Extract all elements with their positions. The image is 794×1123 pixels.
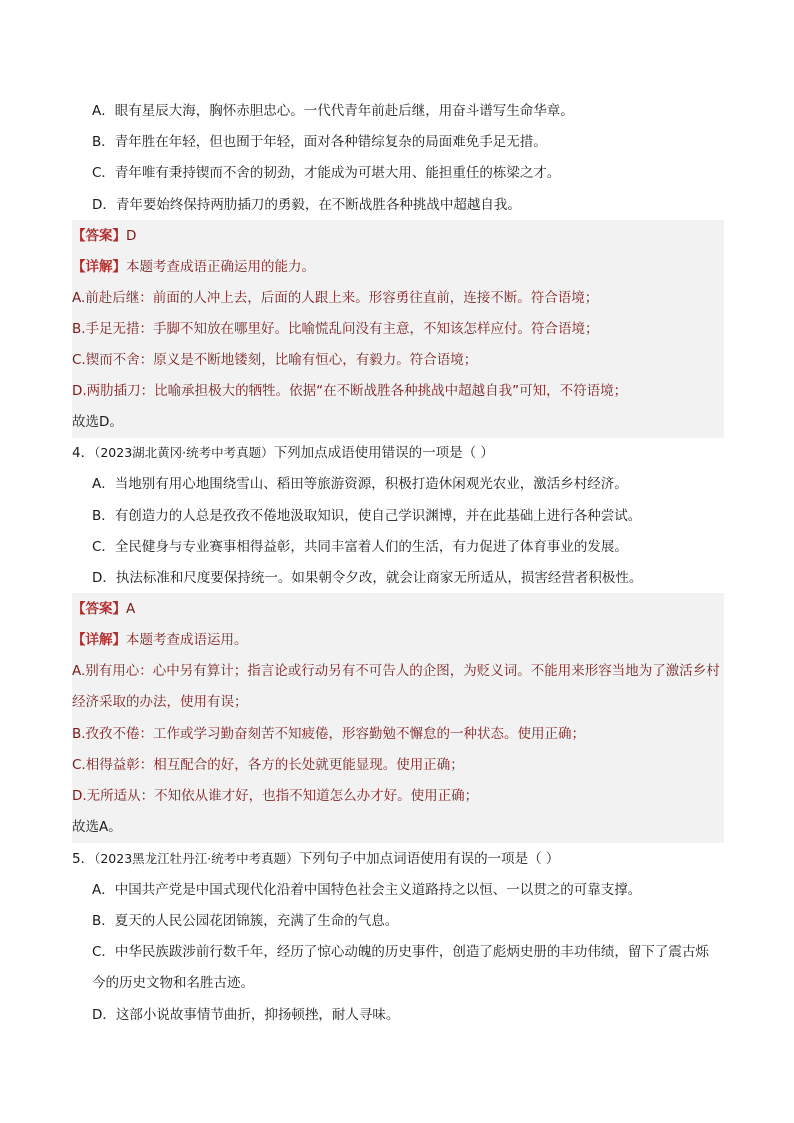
q5-number: 5． [72,851,95,867]
q3-detail-line-d: D.两肋插刀：比喻承担极大的牺牲。依据“在不断战胜各种挑战中超越自我”可知，不符语境； [72,383,628,399]
answer-tag: 【答案】 [72,601,126,617]
q5-option-d: D．这部小说故事情节曲折，抑扬顿挫，耐人寻味。 [92,1007,400,1023]
q3-option-c: C．青年唯有秉持锲而不舍的韧劲，才能成为可堪大用、能担重任的栋梁之才。 [92,165,561,181]
q3-option-a: A．眼有星辰大海，胸怀赤胆忠心。一代代青年前赴后继，用奋斗谱写生命华章。 [92,103,574,119]
q5-stem: 下列句子中加点词语使用有误的一项是（ ） [298,851,560,867]
answer-tag: 【答案】 [72,228,126,244]
detail-intro: 本题考查成语正确运用的能力。 [126,259,315,275]
q4-heading [72,443,494,463]
answer-value: A [126,601,136,617]
q3-conclusion: 故选D。 [72,414,123,430]
detail-tag: 【详解】 [72,632,126,648]
q4-detail-line-d: D.无所适从：不知依从谁才好，也指不知道怎么办才好。使用正确； [72,788,479,804]
q4-option-a: A．当地别有用心地围绕雪山、稻田等旅游资源，积极打造休闲观光农业，激活乡村经济。 [92,476,628,492]
q4-detail [72,630,248,650]
q3-answer [72,226,136,246]
detail-tag: 【详解】 [72,259,126,275]
q4-detail-line-c: C.相得益彰：相互配合的好，各方的长处就更能显现。使用正确； [72,757,464,773]
q4-conclusion: 故选A。 [72,819,122,835]
q4-stem: 下列加点成语使用错误的一项是（ ） [273,445,494,461]
q5-option-b: B．夏天的人民公园花团锦簇，充满了生命的气息。 [92,913,399,929]
q4-detail-line-a: A.别有用心：心中另有算计；指言论或行动另有不可告人的企图，为贬义词。不能用来形容当地为了激活乡村经济采取的办法，使用有误； [72,663,720,710]
q4-source: （2023湖北黄冈·统考中考真题） [94,445,274,460]
q4-number: 4． [72,445,95,461]
q4-answer [72,599,135,619]
detail-intro: 本题考查成语运用。 [126,632,248,648]
q5-source: （2023黑龙江牡丹江·统考中考真题） [94,851,299,866]
q3-detail-line-a: A.前赴后继：前面的人冲上去，后面的人跟上来。形容勇往直前，连接不断。符合语境； [72,290,599,306]
q3-option-b: B．青年胜在年轻，但也囿于年轻，面对各种错综复杂的局面难免手足无措。 [92,134,547,150]
q4-option-b: B．有创造力的人总是孜孜不倦地汲取知识，使自己学识渊博，并在此基础上进行各种尝试。 [92,508,642,524]
q3-detail-line-c: C.锲而不舍：原义是不断地镂刻，比喻有恒心，有毅力。符合语境； [72,352,478,368]
q3-option-d: D．青年要始终保持两肋插刀的勇毅，在不断战胜各种挑战中超越自我。 [92,197,521,213]
q5-option-c: C．中华民族跋涉前行数千年，经历了惊心动魄的历史事件，创造了彪炳史册的丰功伟绩，留下了震古烁今的历史文物和名胜古迹。 [92,944,709,991]
q3-detail [72,257,315,277]
q5-heading [72,849,559,869]
q3-detail-line-b: B.手足无措：手脚不知放在哪里好。比喻慌乱问没有主意，不知该怎样应付。符合语境； [72,321,599,337]
q4-detail-line-b: B.孜孜不倦：工作或学习勤奋刻苦不知疲倦，形容勤勉不懈怠的一种状态。使用正确； [72,726,586,742]
q5-option-a: A．中国共产党是中国式现代化沿着中国特色社会主义道路持之以恒、一以贯之的可靠支撑。 [92,882,642,898]
answer-value: D [126,228,137,244]
q4-option-d: D．执法标准和尺度要保持统一。如果朝令夕改，就会让商家无所适从，损害经营者积极性。 [92,570,643,586]
q4-option-c: C．全民健身与专业赛事相得益彰，共同丰富着人们的生活，有力促进了体育事业的发展。 [92,539,628,555]
